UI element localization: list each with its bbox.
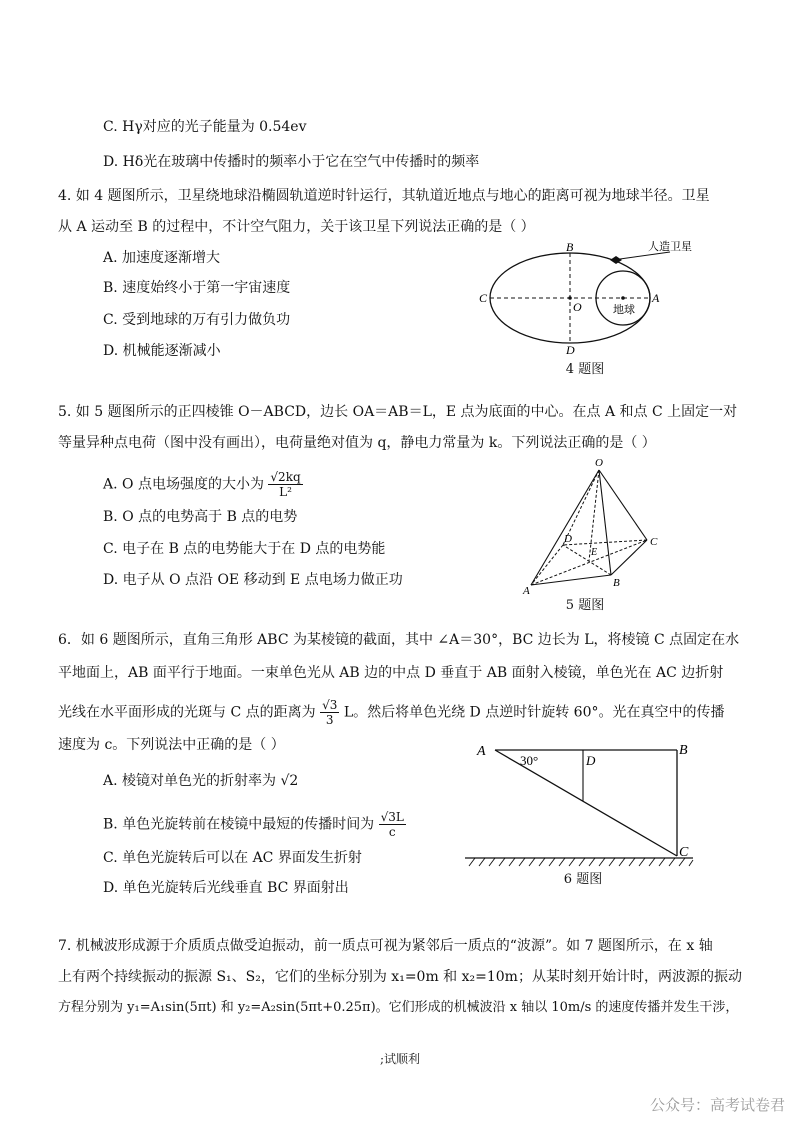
q4-option-c: C. 受到地球的万有引力做负功 [103,312,291,328]
q6-option-b [103,810,406,839]
q6-option-c: C. 单色光旋转后可以在 AC 界面发生折射 [103,850,362,866]
satellite-label: 人造卫星 [648,241,692,253]
label-d: D [586,753,596,768]
q5-option-a-text: A. O 点电场强度的大小为 [103,476,264,493]
q4-figure [470,240,700,355]
q6-stem-line-3 [58,698,725,727]
q7-stem-line-3: 方程分别为 y₁=A₁sin(5πt) 和 y₂=A₂sin(5πt+0.25π)。它们形成的机械波沿 x 轴以 10m/s 的速度传播并发生干涉， [58,1000,739,1015]
q3-option-c: C. Hγ对应的光子能量为 0.54ev [103,119,307,135]
q4-stem-line-2: 从 A 运动至 B 的过程中，不计空气阻力，关于该卫星下列说法正确的是（ ） [58,219,535,235]
label-a: A [477,744,486,759]
edge-bc [611,540,647,575]
q7-stem-line-2: 上有两个持续振动的振源 S₁、S₂，它们的坐标分别为 x₁=0m 和 x₂=10m；从某时刻开始计时，两波源的振动 [58,969,742,985]
q6-stem-denominator: 3 [325,713,334,727]
q6-option-d: D. 单色光旋转后光线垂直 BC 界面射出 [103,880,349,896]
q5-option-c: C. 电子在 B 点的电势能大于在 D 点的电势能 [103,541,386,557]
q5-stem-line-2: 等量异种点电荷（图中没有画出），电荷量绝对值为 q，静电力常量为 k。下列说法正确的是（ ） [58,435,656,451]
ground-hatching [469,858,693,866]
q5-option-a [103,470,303,499]
q6-figure-caption: 6 题图 [563,872,603,887]
label-c: C [650,536,658,548]
q6-figure [465,738,705,868]
label-d: D [564,533,572,545]
label-a: A [652,291,660,305]
q4-figure-caption: 4 题图 [565,362,605,377]
q6-stem-line-4: 速度为 c。下列说法中正确的是（ ） [58,737,285,753]
q6-option-b-numerator: √3L [380,810,404,824]
q5-figure-caption: 5 题图 [565,598,605,613]
label-o: O [573,300,582,314]
q5-option-a-denominator: L² [279,485,292,499]
q6-option-b-denominator: c [388,825,396,839]
label-e: E [591,547,598,558]
q6-option-b-text: B. 单色光旋转前在棱镜中最短的传播时间为 [103,816,375,833]
q6-stem-line-2: 平地面上，AB 面平行于地面。一束单色光从 AB 边的中点 D 垂直于 AB 面射入棱镜，单色光在 AC 边折射 [58,665,724,681]
q5-option-b: B. O 点的电势高于 B 点的电势 [103,509,298,525]
q4-option-d: D. 机械能逐渐减小 [103,343,221,359]
label-o: O [595,457,603,469]
q7-stem-line-1: 7. 机械波形成源于介质质点做受迫振动，前一质点可视为紧邻后一质点的“波源”。如 7 题图所示，在 x 轴 [58,938,713,954]
diag-bd [563,545,611,575]
label-a: A [523,585,530,595]
label-b: B [566,240,574,254]
q6-stem-numerator: √3 [322,698,338,712]
q4-option-b: B. 速度始终小于第一宇宙速度 [103,280,291,296]
q3-option-d: D. Hδ光在玻璃中传播时的频率小于它在空气中传播时的频率 [103,154,480,170]
q5-stem-line-1: 5. 如 5 题图所示的正四棱锥 O－ABCD，边长 OA＝AB＝L，E 点为底面的中心。在点 A 和点 C 上固定一对 [58,404,738,420]
q6-stem-line-1: 6．如 6 题图所示，直角三角形 ABC 为某棱镜的截面，其中 ∠A＝30°，BC 边长为 L，将棱镜 C 点固定在水 [58,632,740,648]
label-c: C [679,845,689,860]
center-dot [568,296,572,300]
q6-stem-line-3-prefix: 光线在水平面形成的光斑与 C 点的距离为 [58,704,316,721]
label-b: B [679,743,688,758]
angle-label: 30° [520,753,539,768]
earth-center-dot [621,296,625,300]
q4-stem-line-1: 4. 如 4 题图所示，卫星绕地球沿椭圆轨道逆时针运行，其轨道近地点与地心的距离可视为地球半径。卫星 [58,188,710,204]
page-footer: ;试顺利 [379,1052,421,1066]
q4-option-a: A. 加速度逐渐增大 [103,250,221,266]
edge-cd [563,540,647,545]
watermark: 公众号：高考试卷君 [650,1096,786,1114]
q6-stem-line-3-suffix: L。然后将单色光绕 D 点逆时针旋转 60°。光在真空中的传播 [343,704,725,721]
earth-label: 地球 [613,304,635,316]
label-d: D [566,343,575,355]
q5-figure [515,455,680,595]
edge-oa [531,470,599,585]
q5-option-d: D. 电子从 O 点沿 OE 移动到 E 点电场力做正功 [103,572,403,588]
q5-option-a-numerator: √2kq [270,470,301,484]
label-c: C [479,291,488,305]
label-b: B [613,577,620,589]
satellite-leader [620,252,670,259]
q6-option-a: A. 棱镜对单色光的折射率为 √2 [103,773,299,789]
